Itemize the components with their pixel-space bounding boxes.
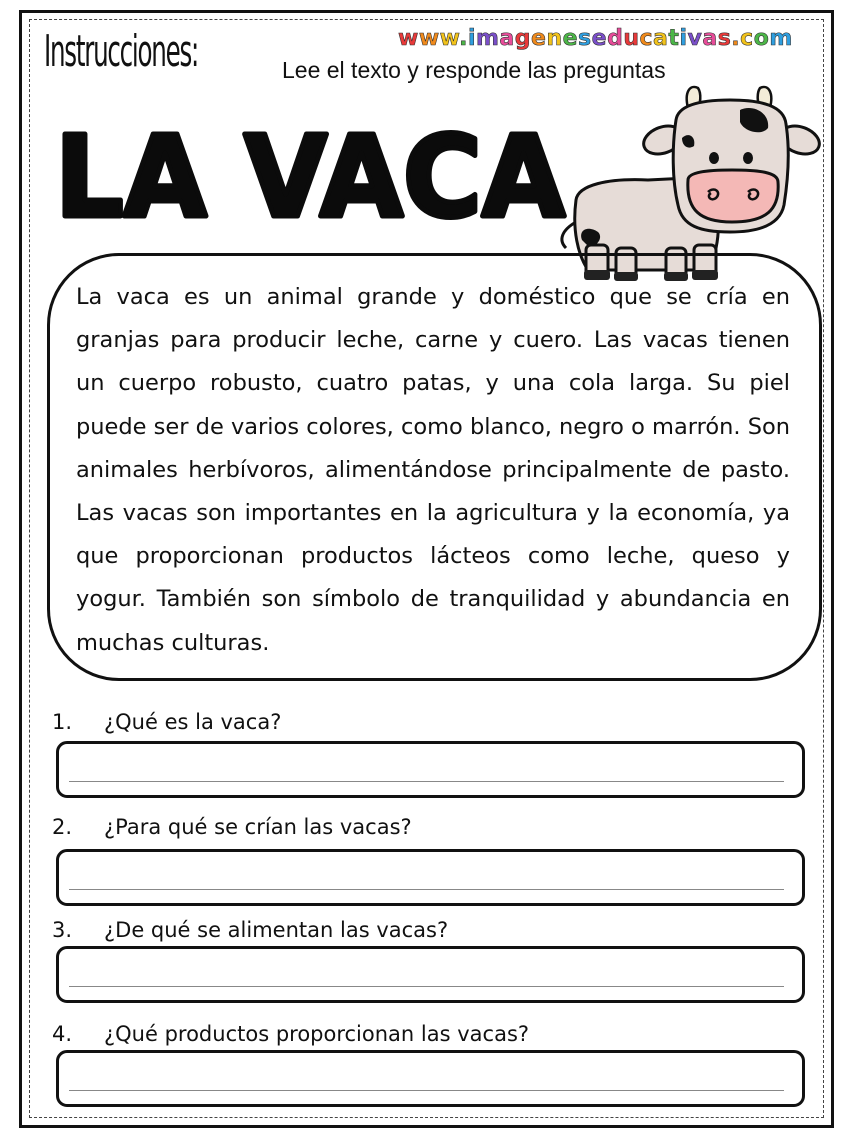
- answer-line: [69, 986, 784, 987]
- question-1-number: 1.: [52, 710, 73, 734]
- answer-box-4[interactable]: [56, 1050, 805, 1107]
- instructions-label: Instrucciones:: [44, 26, 199, 77]
- answer-box-2[interactable]: [56, 849, 805, 906]
- question-3-text: ¿De qué se alimentan las vacas?: [104, 918, 449, 942]
- story-text: La vaca es un animal grande y doméstico que se cría en granjas para producir leche, carne y cuero. Las vacas tienen un cuerpo robusto, cuatro patas, y una cola larga. Su piel puede ser de varios colores, como blanco, negro o marrón. Son animales herbívoros, alimentándose principalmente de pasto. Las vacas son importantes en la agricultura y la economía, ya que proporcionan productos lácteos como leche, queso y yogur. También son símbolo de tranquilidad y abundancia en muchas culturas.: [76, 284, 790, 656]
- answer-line: [69, 781, 784, 782]
- instructions-text: Lee el texto y responde las preguntas: [282, 57, 666, 83]
- question-4-text: ¿Qué productos proporcionan las vacas?: [104, 1022, 530, 1046]
- question-2-number: 2.: [52, 815, 73, 839]
- question-4-number: 4.: [52, 1022, 73, 1046]
- svg-text:LA VACA: LA VACA: [55, 118, 566, 228]
- answer-line: [69, 1090, 784, 1091]
- answer-box-1[interactable]: [56, 741, 805, 798]
- page-title: [55, 118, 575, 228]
- website-link[interactable]: www.imageneseducativas.com: [398, 26, 793, 51]
- answer-line: [69, 889, 784, 890]
- answer-box-3[interactable]: [56, 946, 805, 1003]
- question-1-text: ¿Qué es la vaca?: [104, 710, 282, 734]
- question-3-number: 3.: [52, 918, 73, 942]
- question-2-text: ¿Para qué se crían las vacas?: [104, 815, 412, 839]
